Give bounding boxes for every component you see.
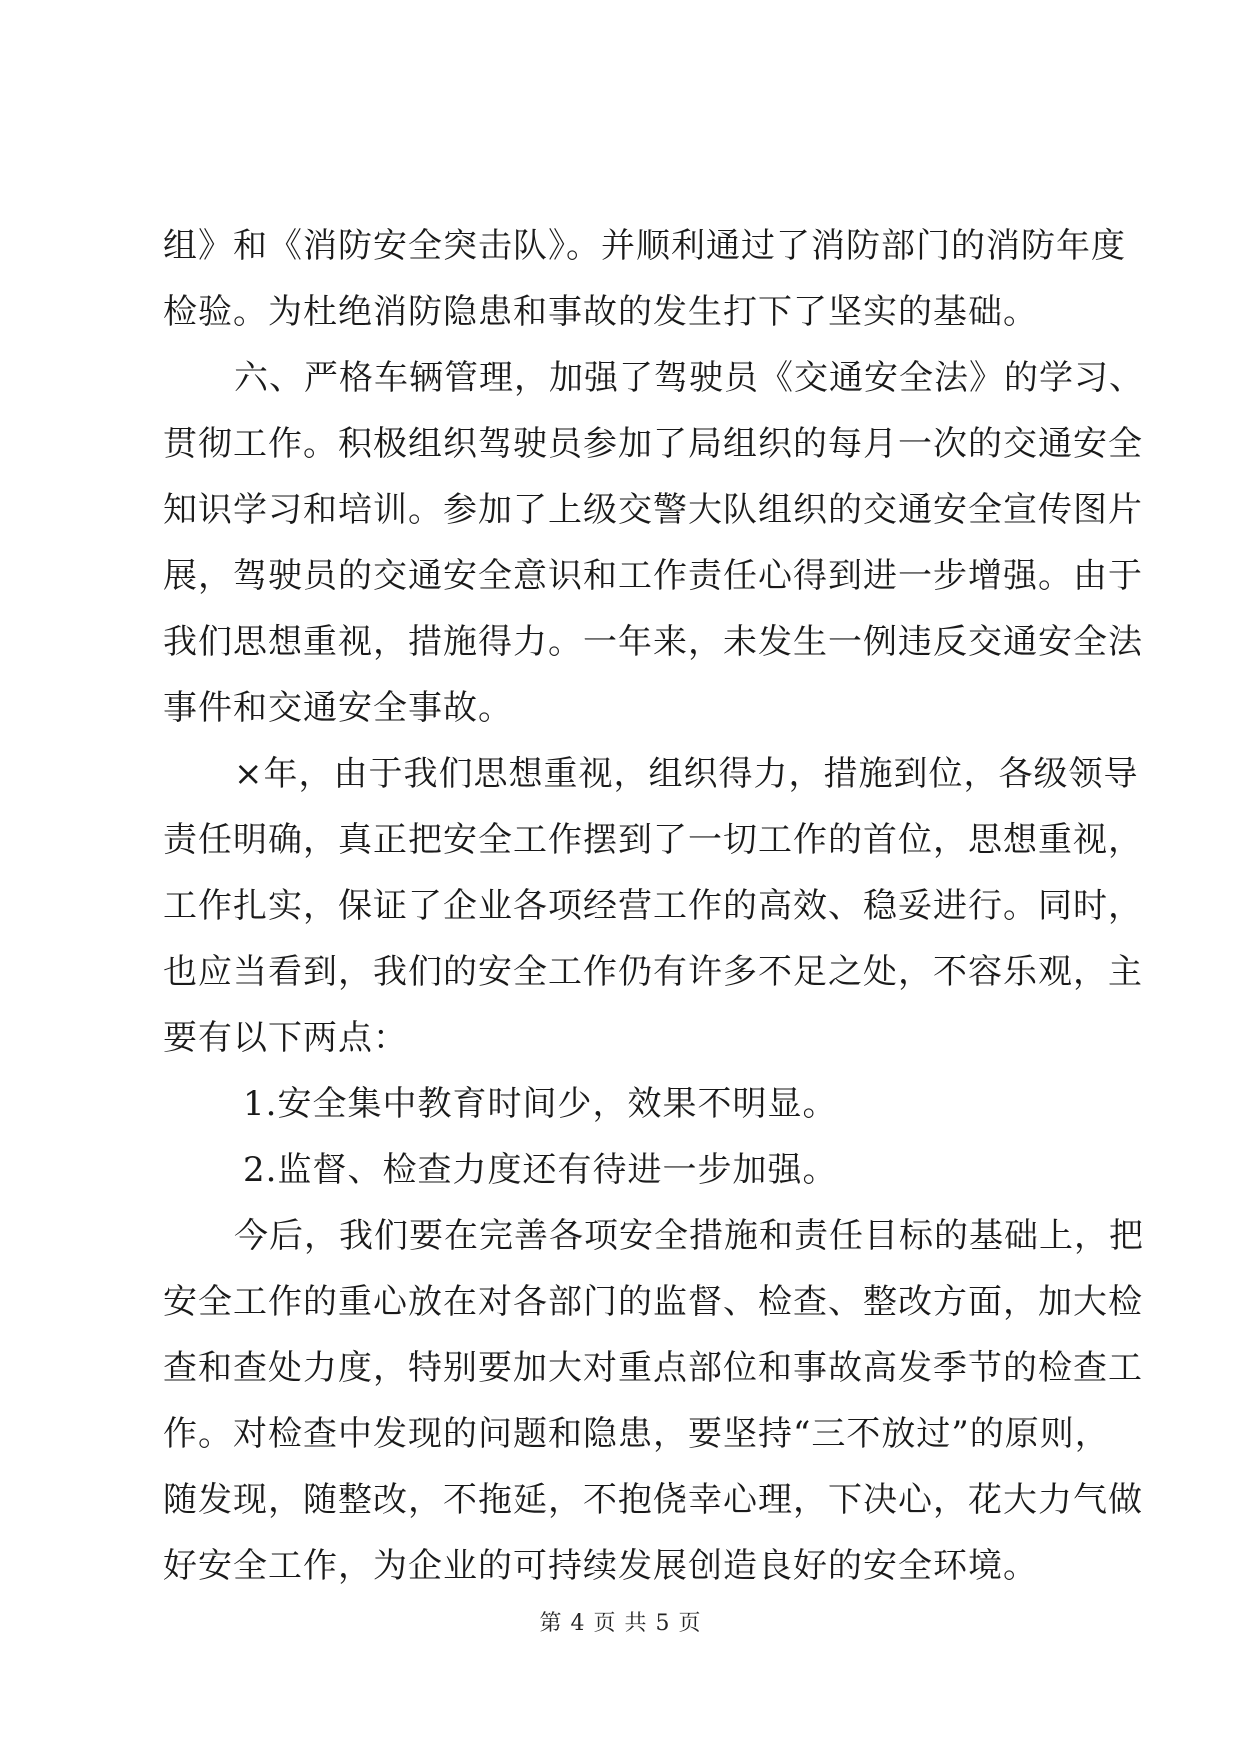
paragraph-year-summary: [163, 754, 1143, 1058]
text-line: 我们思想重视，措施得力。一年来，未发生一例违反交通安全法: [163, 622, 1143, 662]
text-line: 知识学习和培训。参加了上级交警大队组织的交通安全宣传图片: [163, 490, 1143, 530]
shortcomings-list: [163, 1084, 1083, 1190]
text-line: 随发现，随整改，不拖延，不抱侥幸心理，下决心，花大力气做: [163, 1480, 1143, 1520]
text-line: 检验。为杜绝消防隐患和事故的发生打下了坚实的基础。: [163, 292, 1038, 332]
text-line: 组》和《消防安全突击队》。并顺利通过了消防部门的消防年度: [163, 226, 1126, 266]
text-line: 要有以下两点：: [163, 1018, 408, 1058]
text-line: 贯彻工作。积极组织驾驶员参加了局组织的每月一次的交通安全: [163, 424, 1143, 464]
paragraph-fire-safety: [163, 226, 1126, 332]
page-number-footer: 第 4 页 共 5 页: [539, 1611, 702, 1636]
text-line: 工作扎实，保证了企业各项经营工作的高效、稳妥进行。同时，: [163, 886, 1143, 926]
text-line: 查和查处力度，特别要加大对重点部位和事故高发季节的检查工: [163, 1348, 1143, 1388]
document-body: [163, 226, 1144, 1612]
text-line: 作。对检查中发现的问题和隐患，要坚持“三不放过”的原则，: [163, 1414, 1110, 1454]
text-line: 事件和交通安全事故。: [163, 688, 513, 728]
text-line: 也应当看到，我们的安全工作仍有许多不足之处，不容乐观，主: [163, 952, 1143, 992]
text-line: 六、严格车辆管理，加强了驾驶员《交通安全法》的学习、: [234, 358, 1144, 398]
list-item: 1.安全集中教育时间少，效果不明显。: [243, 1084, 838, 1124]
text-line: 今后，我们要在完善各项安全措施和责任目标的基础上，把: [234, 1216, 1144, 1256]
text-line: 展，驾驶员的交通安全意识和工作责任心得到进一步增强。由于: [163, 556, 1143, 596]
list-item: 2.监督、检查力度还有待进一步加强。: [243, 1150, 838, 1190]
text-line: 好安全工作，为企业的可持续发展创造良好的安全环境。: [163, 1546, 1038, 1586]
text-line: ×年，由于我们思想重视，组织得力，措施到位，各级领导: [234, 754, 1139, 794]
text-line: 责任明确，真正把安全工作摆到了一切工作的首位，思想重视，: [163, 820, 1143, 860]
paragraph-vehicle-management: [163, 358, 1144, 728]
text-line: 安全工作的重心放在对各部门的监督、检查、整改方面，加大检: [163, 1282, 1143, 1322]
paragraph-future-plan: [163, 1216, 1144, 1586]
